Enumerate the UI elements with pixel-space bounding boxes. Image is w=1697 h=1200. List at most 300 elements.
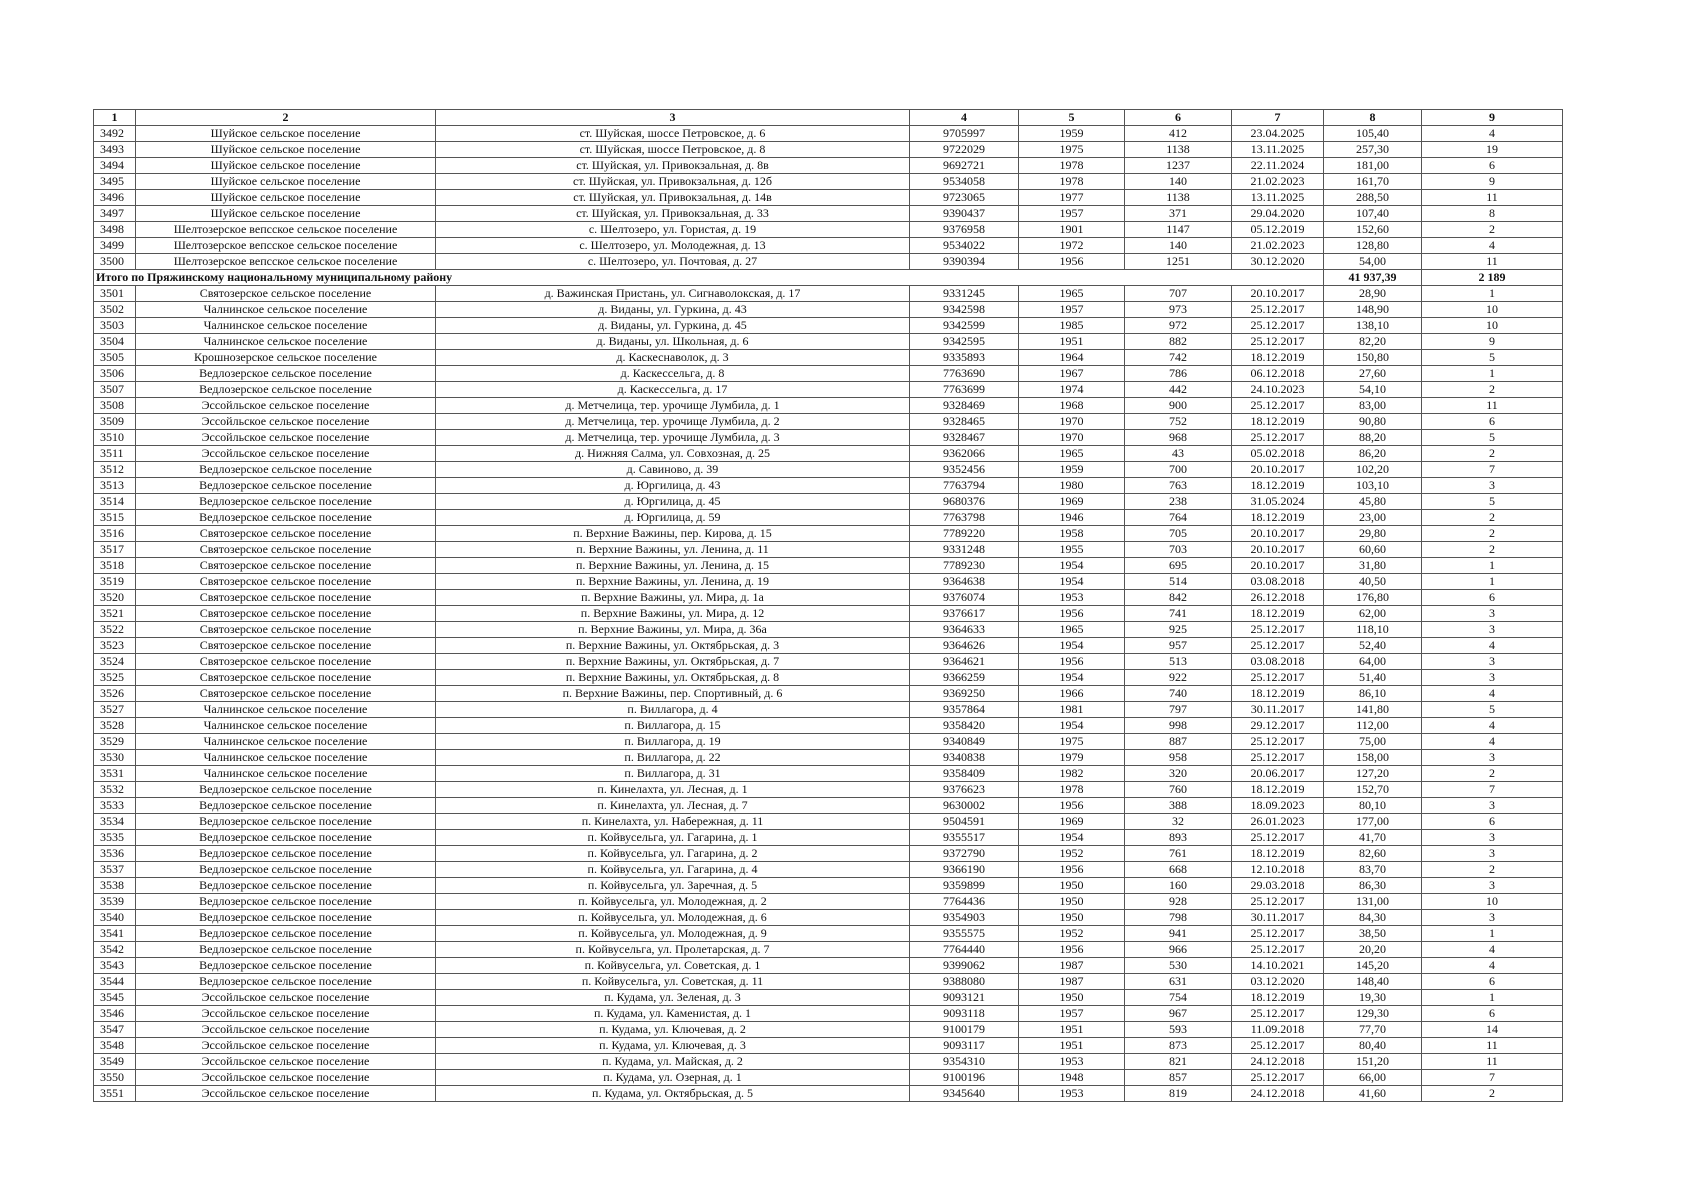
table-cell-col-3: п. Кудама, ул. Ключевая, д. 3 [436,1038,910,1054]
table-cell-col-7: 18.12.2019 [1232,414,1324,430]
table-cell-col-3: ст. Шуйская, ул. Привокзальная, д. 14в [436,190,910,206]
table-cell-col-7: 12.10.2018 [1232,862,1324,878]
table-cell-col-1: 3543 [94,958,136,974]
table-cell-col-8: 86,20 [1324,446,1422,462]
table-row [94,574,1563,590]
table-cell-col-9: 9 [1422,334,1563,350]
table-row [94,398,1563,414]
table-cell-col-5: 1948 [1019,1070,1125,1086]
table-cell-col-8: 102,20 [1324,462,1422,478]
table-cell-col-5: 1977 [1019,190,1125,206]
table-cell-col-2: Ведлозерское сельское поселение [136,958,436,974]
table-cell-col-1: 3515 [94,510,136,526]
table-cell-col-8: 80,10 [1324,798,1422,814]
table-cell-col-5: 1966 [1019,686,1125,702]
table-cell-col-6: 798 [1125,910,1232,926]
table-cell-col-3: п. Койвусельга, ул. Молодежная, д. 2 [436,894,910,910]
table-cell-col-1: 3537 [94,862,136,878]
table-row [94,318,1563,334]
table-cell-col-2: Чалнинское сельское поселение [136,750,436,766]
table-cell-col-5: 1967 [1019,366,1125,382]
table-cell-col-2: Крошнозерское сельское поселение [136,350,436,366]
table-cell-col-4: 9340838 [910,750,1019,766]
table-cell-col-1: 3541 [94,926,136,942]
table-row [94,702,1563,718]
table-cell-col-6: 140 [1125,238,1232,254]
table-cell-col-1: 3509 [94,414,136,430]
table-cell-col-5: 1985 [1019,318,1125,334]
table-cell-col-2: Эссойльское сельское поселение [136,1054,436,1070]
table-cell-col-1: 3502 [94,302,136,318]
table-cell-col-9: 6 [1422,974,1563,990]
table-cell-col-9: 4 [1422,686,1563,702]
table-cell-col-3: п. Виллагора, д. 19 [436,734,910,750]
table-cell-col-9: 7 [1422,782,1563,798]
table-cell-col-3: ст. Шуйская, ул. Привокзальная, д. 8в [436,158,910,174]
table-cell-col-3: д. Юргилица, д. 59 [436,510,910,526]
table-cell-col-1: 3496 [94,190,136,206]
table-cell-col-7: 30.11.2017 [1232,702,1324,718]
table-cell-col-6: 740 [1125,686,1232,702]
table-cell-col-3: п. Кудама, ул. Каменистая, д. 1 [436,1006,910,1022]
table-cell-col-2: Святозерское сельское поселение [136,574,436,590]
table-cell-col-3: д. Каскессельга, д. 8 [436,366,910,382]
table-cell-col-5: 1969 [1019,494,1125,510]
table-row [94,1086,1563,1102]
table-cell-col-2: Святозерское сельское поселение [136,606,436,622]
table-cell-col-5: 1956 [1019,654,1125,670]
table-cell-col-8: 288,50 [1324,190,1422,206]
table-cell-col-4: 9352456 [910,462,1019,478]
table-cell-col-9: 5 [1422,494,1563,510]
table-cell-col-8: 177,00 [1324,814,1422,830]
table-cell-col-9: 3 [1422,478,1563,494]
table-cell-col-6: 513 [1125,654,1232,670]
table-cell-col-3: п. Кудама, ул. Ключевая, д. 2 [436,1022,910,1038]
table-cell-col-9: 1 [1422,366,1563,382]
table-cell-col-3: п. Верхние Важины, пер. Кирова, д. 15 [436,526,910,542]
table-cell-col-5: 1969 [1019,814,1125,830]
table-cell-col-1: 3546 [94,1006,136,1022]
table-cell-col-3: п. Кудама, ул. Майская, д. 2 [436,1054,910,1070]
table-cell-col-3: д. Виданы, ул. Гуркина, д. 45 [436,318,910,334]
table-row [94,1022,1563,1038]
table-cell-col-2: Чалнинское сельское поселение [136,302,436,318]
table-row [94,446,1563,462]
table-cell-col-5: 1953 [1019,590,1125,606]
table-cell-col-7: 25.12.2017 [1232,430,1324,446]
header-col-5: 5 [1019,110,1125,126]
table-cell-col-2: Эссойльское сельское поселение [136,1038,436,1054]
district-total-label: Итого по Пряжинскому национальному муниципальному району [94,270,910,286]
table-cell-col-2: Ведлозерское сельское поселение [136,942,436,958]
table-cell-col-7: 18.12.2019 [1232,686,1324,702]
table-cell-col-4: 7789220 [910,526,1019,542]
table-cell-col-6: 703 [1125,542,1232,558]
table-cell-col-1: 3522 [94,622,136,638]
table-cell-col-3: п. Виллагора, д. 15 [436,718,910,734]
table-row [94,526,1563,542]
table-cell-col-1: 3512 [94,462,136,478]
table-cell-col-9: 7 [1422,462,1563,478]
table-cell-col-7: 29.04.2020 [1232,206,1324,222]
header-col-4: 4 [910,110,1019,126]
table-cell-col-6: 320 [1125,766,1232,782]
table-cell-col-7: 20.10.2017 [1232,542,1324,558]
table-cell-col-1: 3518 [94,558,136,574]
table-cell-col-1: 3503 [94,318,136,334]
table-cell-col-9: 3 [1422,846,1563,862]
table-cell-col-4: 9372790 [910,846,1019,862]
table-cell-col-5: 1951 [1019,1022,1125,1038]
table-cell-col-9: 6 [1422,814,1563,830]
table-cell-col-4: 9362066 [910,446,1019,462]
table-cell-col-3: п. Койвусельга, ул. Советская, д. 11 [436,974,910,990]
table-cell-col-2: Ведлозерское сельское поселение [136,862,436,878]
table-row [94,222,1563,238]
table-cell-col-8: 86,30 [1324,878,1422,894]
table-cell-col-2: Ведлозерское сельское поселение [136,462,436,478]
table-cell-col-1: 3498 [94,222,136,238]
table-cell-col-6: 763 [1125,478,1232,494]
table-cell-col-7: 25.12.2017 [1232,1006,1324,1022]
table-cell-col-4: 9358409 [910,766,1019,782]
table-cell-col-2: Ведлозерское сельское поселение [136,974,436,990]
header-col-8: 8 [1324,110,1422,126]
table-cell-col-3: ст. Шуйская, ул. Привокзальная, д. 33 [436,206,910,222]
table-cell-col-5: 1952 [1019,846,1125,862]
table-cell-col-6: 786 [1125,366,1232,382]
table-cell-col-3: п. Кинелахта, ул. Набережная, д. 11 [436,814,910,830]
table-cell-col-1: 3547 [94,1022,136,1038]
table-cell-col-6: 388 [1125,798,1232,814]
table-cell-col-2: Ведлозерское сельское поселение [136,894,436,910]
table-cell-col-4: 9366259 [910,670,1019,686]
table-cell-col-1: 3492 [94,126,136,142]
table-row [94,830,1563,846]
table-cell-col-5: 1965 [1019,622,1125,638]
table-cell-col-1: 3548 [94,1038,136,1054]
table-cell-col-9: 5 [1422,350,1563,366]
district-total-area: 41 937,39 [1324,270,1422,286]
table-cell-col-9: 6 [1422,158,1563,174]
table-cell-col-8: 31,80 [1324,558,1422,574]
table-cell-col-3: п. Койвусельга, ул. Заречная, д. 5 [436,878,910,894]
table-cell-col-8: 138,10 [1324,318,1422,334]
table-row [94,606,1563,622]
table-cell-col-8: 28,90 [1324,286,1422,302]
table-cell-col-4: 9345640 [910,1086,1019,1102]
table-cell-col-5: 1955 [1019,542,1125,558]
table-cell-col-3: с. Шелтозеро, ул. Гористая, д. 19 [436,222,910,238]
table-cell-col-3: п. Койвусельга, ул. Гагарина, д. 4 [436,862,910,878]
table-cell-col-6: 925 [1125,622,1232,638]
table-cell-col-4: 9390437 [910,206,1019,222]
table-cell-col-1: 3533 [94,798,136,814]
table-cell-col-4: 9390394 [910,254,1019,270]
table-cell-col-4: 9328467 [910,430,1019,446]
table-cell-col-6: 968 [1125,430,1232,446]
table-cell-col-5: 1950 [1019,910,1125,926]
table-cell-col-5: 1965 [1019,446,1125,462]
table-cell-col-6: 873 [1125,1038,1232,1054]
table-cell-col-8: 88,20 [1324,430,1422,446]
table-cell-col-2: Святозерское сельское поселение [136,654,436,670]
table-cell-col-7: 31.05.2024 [1232,494,1324,510]
table-cell-col-3: п. Кудама, ул. Октябрьская, д. 5 [436,1086,910,1102]
table-cell-col-6: 238 [1125,494,1232,510]
table-cell-col-2: Святозерское сельское поселение [136,542,436,558]
table-cell-col-2: Святозерское сельское поселение [136,670,436,686]
table-cell-col-8: 83,00 [1324,398,1422,414]
table-cell-col-8: 86,10 [1324,686,1422,702]
table-cell-col-3: п. Виллагора, д. 22 [436,750,910,766]
table-cell-col-8: 103,10 [1324,478,1422,494]
table-cell-col-1: 3507 [94,382,136,398]
table-cell-col-5: 1979 [1019,750,1125,766]
table-cell-col-9: 5 [1422,702,1563,718]
total-section [94,270,1563,286]
table-row [94,654,1563,670]
table-cell-col-2: Эссойльское сельское поселение [136,398,436,414]
table-cell-col-4: 9369250 [910,686,1019,702]
table-cell-col-6: 760 [1125,782,1232,798]
table-row [94,430,1563,446]
table-cell-col-5: 1901 [1019,222,1125,238]
table-row [94,126,1563,142]
table-cell-col-8: 150,80 [1324,350,1422,366]
table-cell-col-5: 1978 [1019,174,1125,190]
table-cell-col-3: д. Важинская Пристань, ул. Сигнаволокская, д. 17 [436,286,910,302]
table-cell-col-7: 25.12.2017 [1232,334,1324,350]
table-cell-col-5: 1975 [1019,142,1125,158]
table-cell-col-5: 1954 [1019,638,1125,654]
table-cell-col-7: 25.12.2017 [1232,926,1324,942]
table-cell-col-6: 140 [1125,174,1232,190]
table-cell-col-7: 18.12.2019 [1232,606,1324,622]
table-cell-col-7: 25.12.2017 [1232,1038,1324,1054]
table-cell-col-7: 25.12.2017 [1232,622,1324,638]
table-row [94,686,1563,702]
table-cell-col-9: 2 [1422,222,1563,238]
table-cell-col-6: 1237 [1125,158,1232,174]
table-cell-col-4: 9364621 [910,654,1019,670]
table-row [94,878,1563,894]
register-sheet [93,109,1562,1102]
table-cell-col-4: 9100179 [910,1022,1019,1038]
header-row [94,110,1563,126]
table-cell-col-8: 84,30 [1324,910,1422,926]
table-cell-col-6: 742 [1125,350,1232,366]
table-cell-col-3: п. Кинелахта, ул. Лесная, д. 1 [436,782,910,798]
table-cell-col-7: 25.12.2017 [1232,318,1324,334]
table-cell-col-1: 3531 [94,766,136,782]
table-cell-col-1: 3497 [94,206,136,222]
table-cell-col-5: 1954 [1019,670,1125,686]
table-row [94,894,1563,910]
table-cell-col-5: 1980 [1019,478,1125,494]
table-cell-col-6: 705 [1125,526,1232,542]
table-cell-col-1: 3529 [94,734,136,750]
table-row [94,206,1563,222]
table-cell-col-4: 9328465 [910,414,1019,430]
table-cell-col-6: 887 [1125,734,1232,750]
table-cell-col-9: 2 [1422,542,1563,558]
table-row [94,254,1563,270]
table-cell-col-5: 1978 [1019,782,1125,798]
table-row [94,782,1563,798]
table-row [94,190,1563,206]
table-cell-col-8: 152,70 [1324,782,1422,798]
table-cell-col-3: п. Койвусельга, ул. Гагарина, д. 1 [436,830,910,846]
header-col-6: 6 [1125,110,1232,126]
table-cell-col-3: п. Кудама, ул. Зеленая, д. 3 [436,990,910,1006]
table-cell-col-8: 83,70 [1324,862,1422,878]
table-row [94,718,1563,734]
table-cell-col-1: 3523 [94,638,136,654]
table-cell-col-8: 118,10 [1324,622,1422,638]
table-cell-col-2: Эссойльское сельское поселение [136,1022,436,1038]
table-cell-col-4: 9355517 [910,830,1019,846]
table-cell-col-6: 1138 [1125,190,1232,206]
table-cell-col-2: Чалнинское сельское поселение [136,318,436,334]
table-cell-col-7: 03.12.2020 [1232,974,1324,990]
table-cell-col-1: 3517 [94,542,136,558]
table-cell-col-7: 20.10.2017 [1232,462,1324,478]
table-cell-col-4: 9399062 [910,958,1019,974]
table-cell-col-7: 29.12.2017 [1232,718,1324,734]
table-cell-col-3: п. Кинелахта, ул. Лесная, д. 7 [436,798,910,814]
table-cell-col-7: 26.01.2023 [1232,814,1324,830]
table-cell-col-3: п. Верхние Важины, ул. Октябрьская, д. 8 [436,670,910,686]
table-cell-col-5: 1954 [1019,558,1125,574]
table-cell-col-3: п. Верхние Важины, ул. Октябрьская, д. 3 [436,638,910,654]
table-cell-col-9: 3 [1422,622,1563,638]
table-cell-col-4: 9335893 [910,350,1019,366]
table-cell-col-3: п. Койвусельга, ул. Гагарина, д. 2 [436,846,910,862]
table-cell-col-6: 972 [1125,318,1232,334]
table-row [94,1054,1563,1070]
table-cell-col-3: ст. Шуйская, шоссе Петровское, д. 8 [436,142,910,158]
table-cell-col-4: 9331245 [910,286,1019,302]
table-cell-col-6: 928 [1125,894,1232,910]
table-cell-col-8: 80,40 [1324,1038,1422,1054]
table-cell-col-1: 3514 [94,494,136,510]
table-cell-col-4: 9342598 [910,302,1019,318]
table-cell-col-5: 1956 [1019,798,1125,814]
table-cell-col-6: 695 [1125,558,1232,574]
table-cell-col-6: 819 [1125,1086,1232,1102]
table-row [94,974,1563,990]
table-cell-col-5: 1970 [1019,430,1125,446]
table-row [94,862,1563,878]
table-cell-col-8: 131,00 [1324,894,1422,910]
table-cell-col-2: Эссойльское сельское поселение [136,990,436,1006]
table-cell-col-8: 257,30 [1324,142,1422,158]
table-cell-col-3: п. Верхние Важины, пер. Спортивный, д. 6 [436,686,910,702]
table-cell-col-9: 3 [1422,606,1563,622]
table-cell-col-2: Шелтозерское вепсское сельское поселение [136,254,436,270]
district-total-people: 2 189 [1422,270,1563,286]
table-cell-col-4: 9723065 [910,190,1019,206]
table-cell-col-3: п. Верхние Важины, ул. Ленина, д. 15 [436,558,910,574]
table-cell-col-1: 3544 [94,974,136,990]
table-cell-col-9: 4 [1422,958,1563,974]
table-cell-col-7: 22.11.2024 [1232,158,1324,174]
table-cell-col-4: 9359899 [910,878,1019,894]
table-cell-col-7: 03.08.2018 [1232,574,1324,590]
table-cell-col-1: 3530 [94,750,136,766]
table-cell-col-3: с. Шелтозеро, ул. Почтовая, д. 27 [436,254,910,270]
table-cell-col-1: 3511 [94,446,136,462]
table-cell-col-1: 3500 [94,254,136,270]
table-cell-col-9: 14 [1422,1022,1563,1038]
table-cell-col-7: 25.12.2017 [1232,734,1324,750]
table-cell-col-9: 11 [1422,398,1563,414]
table-cell-col-6: 593 [1125,1022,1232,1038]
table-cell-col-1: 3534 [94,814,136,830]
table-cell-col-2: Ведлозерское сельское поселение [136,782,436,798]
table-cell-col-6: 893 [1125,830,1232,846]
table-cell-col-5: 1954 [1019,830,1125,846]
table-cell-col-7: 26.12.2018 [1232,590,1324,606]
table-cell-col-1: 3535 [94,830,136,846]
table-cell-col-9: 6 [1422,414,1563,430]
table-cell-col-9: 3 [1422,654,1563,670]
table-cell-col-6: 371 [1125,206,1232,222]
table-cell-col-3: д. Каскессельга, д. 17 [436,382,910,398]
table-cell-col-7: 18.12.2019 [1232,350,1324,366]
table-cell-col-7: 18.12.2019 [1232,782,1324,798]
table-cell-col-2: Ведлозерское сельское поселение [136,382,436,398]
table-cell-col-2: Ведлозерское сельское поселение [136,366,436,382]
table-cell-col-8: 148,90 [1324,302,1422,318]
table-cell-col-3: п. Виллагора, д. 31 [436,766,910,782]
table-cell-col-2: Чалнинское сельское поселение [136,766,436,782]
table-cell-col-9: 5 [1422,430,1563,446]
table-cell-col-4: 9630002 [910,798,1019,814]
table-cell-col-2: Эссойльское сельское поселение [136,1070,436,1086]
table-row [94,366,1563,382]
table-body-before-total [94,126,1563,270]
housing-register-table [93,109,1563,1102]
table-cell-col-7: 23.04.2025 [1232,126,1324,142]
table-cell-col-8: 82,20 [1324,334,1422,350]
table-cell-col-4: 9093118 [910,1006,1019,1022]
table-row [94,558,1563,574]
table-cell-col-4: 9364638 [910,574,1019,590]
table-row [94,766,1563,782]
table-cell-col-7: 13.11.2025 [1232,190,1324,206]
table-cell-col-4: 9705997 [910,126,1019,142]
table-cell-col-4: 7763794 [910,478,1019,494]
table-cell-col-9: 11 [1422,190,1563,206]
table-cell-col-5: 1987 [1019,974,1125,990]
table-cell-col-2: Ведлозерское сельское поселение [136,494,436,510]
table-cell-col-7: 18.12.2019 [1232,846,1324,862]
table-cell-col-2: Шуйское сельское поселение [136,142,436,158]
table-row [94,734,1563,750]
table-cell-col-7: 25.12.2017 [1232,750,1324,766]
table-cell-col-2: Шуйское сельское поселение [136,126,436,142]
table-row [94,238,1563,254]
table-row [94,350,1563,366]
table-cell-col-5: 1987 [1019,958,1125,974]
table-cell-col-5: 1958 [1019,526,1125,542]
table-row [94,942,1563,958]
table-row [94,414,1563,430]
table-cell-col-6: 668 [1125,862,1232,878]
